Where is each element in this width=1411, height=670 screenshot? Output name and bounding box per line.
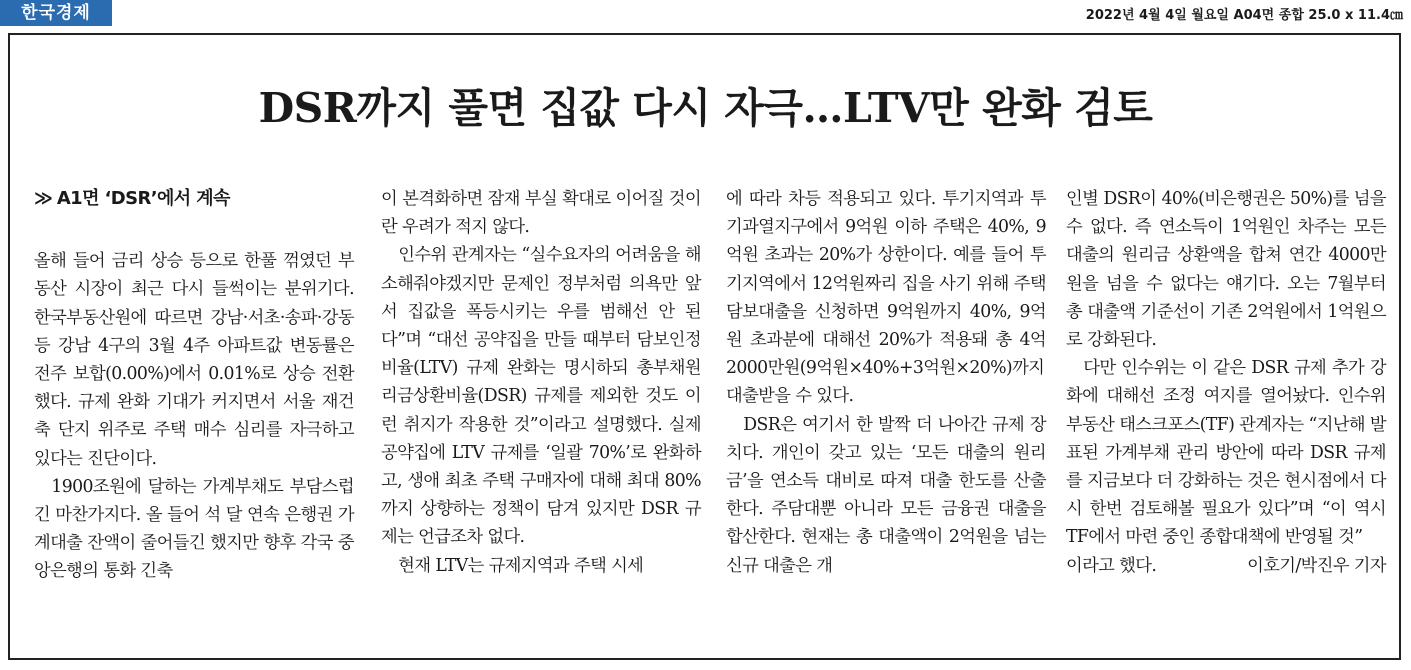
byline: 이호기/박진우 기자 (1247, 555, 1386, 576)
continuation-subhead (34, 185, 354, 213)
article-column-4 (1066, 185, 1386, 580)
headline: DSR까지 풀면 집값 다시 자극…LTV만 완화 검토 (258, 84, 1153, 132)
paragraph: DSR은 여기서 한 발짝 더 나아간 규제 장치다. 개인이 갖고 있는 ‘모든 대출의 원리금’을 연소득 대비로 따져 대출 한도를 산출한다. 주담대뿐 아니라 모든 금융권 대출을 합산한다. 현재는 총 대출액이 2억원을 넘는 신규 대출은 개 (726, 414, 1046, 576)
newspaper-logo: 한국경제 (0, 0, 112, 26)
double-arrow-icon: ≫ (34, 188, 47, 209)
paragraph: 현재 LTV는 규제지역과 주택 시세 (398, 555, 644, 576)
paragraph: 올해 들어 금리 상승 등으로 한풀 꺾였던 부동산 시장이 최근 다시 들썩이는 분위기다. 한국부동산원에 따르면 강남·서초·송파·강동 등 강남 4구의 3월 4주 아파트값 변동률은 전주 보합(0.00%)에서 0.01%로 상승 전환했다. 규제 완화 기대가 커지면서 서울 재건축 단지 위주로 주택 매수 심리를 자극하고 있다는 진단이다. (34, 251, 354, 469)
paragraph: 인수위 관계자는 “실수요자의 어려움을 해소해줘야겠지만 문제인 정부처럼 의욕만 앞서 집값을 폭등시키는 우를 범해선 안 된다”며 “대선 공약집을 만들 때부터 담보인정비율(LTV) 규제 완화는 명시하되 총부채원리금상환비율(DSR) 규제를 제외한 것도 이런 취지가 작용한 것”이라고 설명했다. 실제 공약집에 LTV 규제를 ‘일괄 70%’로 완화하고, 생애 최초 주택 구매자에 대해 최대 80%까지 상향하는 정책이 담겨 있지만 DSR 규제는 언급조차 없다. (381, 245, 701, 548)
paragraph: 이 본격화하면 잠재 부실 확대로 이어질 것이란 우려가 적지 않다. (381, 189, 701, 238)
closing-line (1066, 552, 1386, 580)
article-column-1 (34, 185, 354, 586)
article-column-3 (726, 185, 1046, 580)
paragraph: 인별 DSR이 40%(비은행권은 50%)를 넘을 수 없다. 즉 연소득이 1억원인 차주는 모든 대출의 원리금 상환액을 합쳐 연간 4000만원을 넘을 수 없다는 얘기다. 오는 7월부터 총 대출액 기준선이 기존 2억원에서 1억원으로 강화된다. (1066, 189, 1386, 351)
publication-info: 2022년 4월 4일 월요일 A04면 종합 25.0 x 11.4㎝ (1085, 8, 1403, 23)
article-column-2 (381, 185, 701, 580)
paragraph-end: 이라고 했다. (1066, 555, 1157, 576)
paragraph: 에 따라 차등 적용되고 있다. 투기지역과 투기과열지구에서 9억원 이하 주택은 40%, 9억원 초과는 20%가 상한이다. 예를 들어 투기지역에서 12억원짜리 집을 사기 위해 주택담보대출을 신청하면 9억원까지 40%, 9억원 초과분에 대해선 20%가 적용돼 총 4억2000만원(9억원×40%+3억원×20%)까지 대출받을 수 있다. (726, 189, 1046, 407)
paragraph: 1900조원에 달하는 가계부채도 부담스럽긴 마찬가지다. 올 들어 석 달 연속 은행권 가계대출 잔액이 줄어들긴 했지만 향후 각국 중앙은행의 통화 긴축 (34, 476, 354, 582)
subhead-text: A1면 ‘DSR’에서 계속 (56, 188, 230, 209)
paragraph: 다만 인수위는 이 같은 DSR 규제 추가 강화에 대해선 조정 여지를 열어놨다. 인수위 부동산 태스크포스(TF) 관계자는 “지난해 발표된 가계부채 관리 방안에 따라 DSR 규제를 지금보다 더 강화하는 것은 현시점에서 다시 한번 검토해볼 필요가 있다”며 “이 역시 TF에서 마련 중인 종합대책에 반영될 것” (1066, 358, 1386, 548)
